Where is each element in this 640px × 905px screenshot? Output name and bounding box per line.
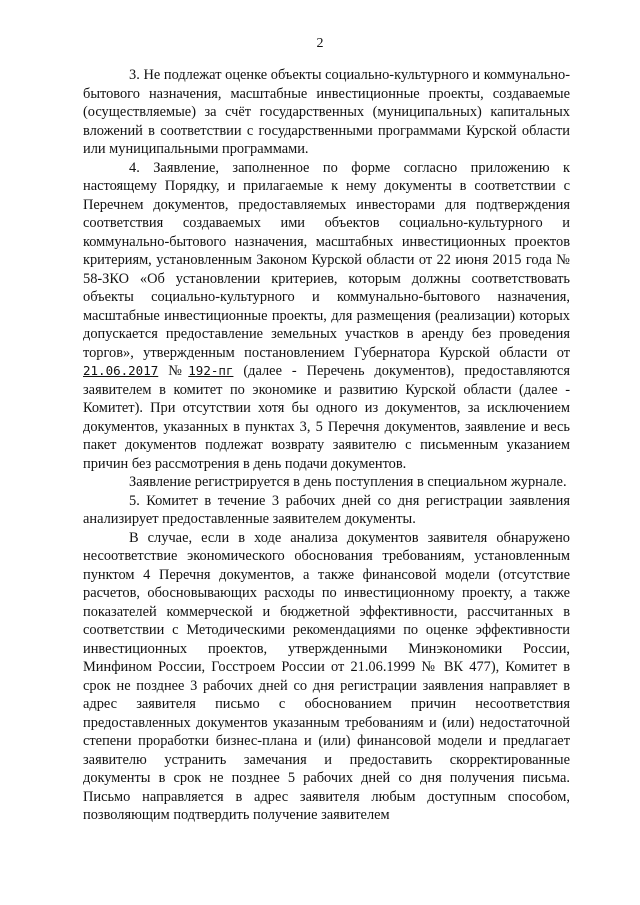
paragraph-4-text-start: 4. Заявление, заполненное по форме согласно приложению к настоящему Порядку, и прилагаемые к нему документы в соответствии с Перечнем документов, предоставляемых инвесторами для подтверждения соответствия создаваемых ими объектов социально-культурного и коммунально-бытового назначения, масштабных инвестиционных проектов критериям, установленным Законом Курской области от 22 июня 2015 года № 58-ЗКО «Об установлении критериев, которым должны соответствовать объекты социально-культурного и коммунально-бытового назначения, масштабные инвестиционные проекты, для размещения (реализации) которых допускается предоставление земельных участков в аренду без проведения торгов», утвержденным постановлением Губернатора Курской области от — [83, 159, 570, 361]
paragraph-registration: Заявление регистрируется в день поступления в специальном журнале. — [129, 474, 567, 490]
paragraph-5: 5. Комитет в течение 3 рабочих дней со дня регистрации заявления анализирует предоставленные заявителем документы. — [83, 492, 570, 527]
paragraph-analysis-case: В случае, если в ходе анализа документов заявителя обнаружено несоответствие экономического обоснования требованиям, установленным пунктом 4 Перечня документов, а также финансовой модели (отсутствие расчетов, обосновывающих расходы по инвестиционному проекту, а также показателей коммерческой и бюджетной эффективности, рассчитанных в соответствии с Методическими рекомендациями по оценке эффективности инвестиционных проектов, утвержденными Минэкономики России, Минфином России, Госстроем России от 21.06.1999 № ВК 477), Комитет в срок не позднее 3 рабочих дней со дня регистрации заявления направляет в адрес заявителя письмо с обоснованием причин несоответствия предоставленных документов указанным требованиям и (или) недостаточной степени проработки бизнес-плана и (или) финансовой модели и предлагает заявителю устранить замечания и предоставить скорректированные документы в срок не позднее 5 рабочих дней со дня получения письма. Письмо направляется в адрес заявителя любым доступным способом, позволяющим подтвердить получение заявителем — [83, 529, 570, 823]
decree-number: 192-пг — [188, 363, 234, 378]
document-body — [83, 66, 570, 825]
page-number: 2 — [316, 36, 324, 51]
paragraph-4 — [83, 159, 570, 474]
decree-date: 21.06.2017 — [83, 363, 159, 378]
paragraph-3: 3. Не подлежат оценке объекты социально-культурного и коммунально-бытового назначения, масштабные инвестиционные проекты, создаваемые (осуществляемые) за счёт государственных (муниципальных) капитальных вложений в соответствии с государственными программами Курской области или муниципальными программами. — [83, 67, 570, 157]
paragraph-4-text-end: (далее - Перечень документов), предоставляются заявителем в комитет по экономике и развитию Курской области (далее - Комитет). При отсутствии хотя бы одного из документов, за исключением документов, указанных в пунктах 3, 5 Перечня документов, заявление и весь пакет документов подлежат возврату заявителю с письменным указанием причин без рассмотрения в день подачи документов. — [83, 363, 570, 472]
number-sign: № — [168, 363, 189, 379]
